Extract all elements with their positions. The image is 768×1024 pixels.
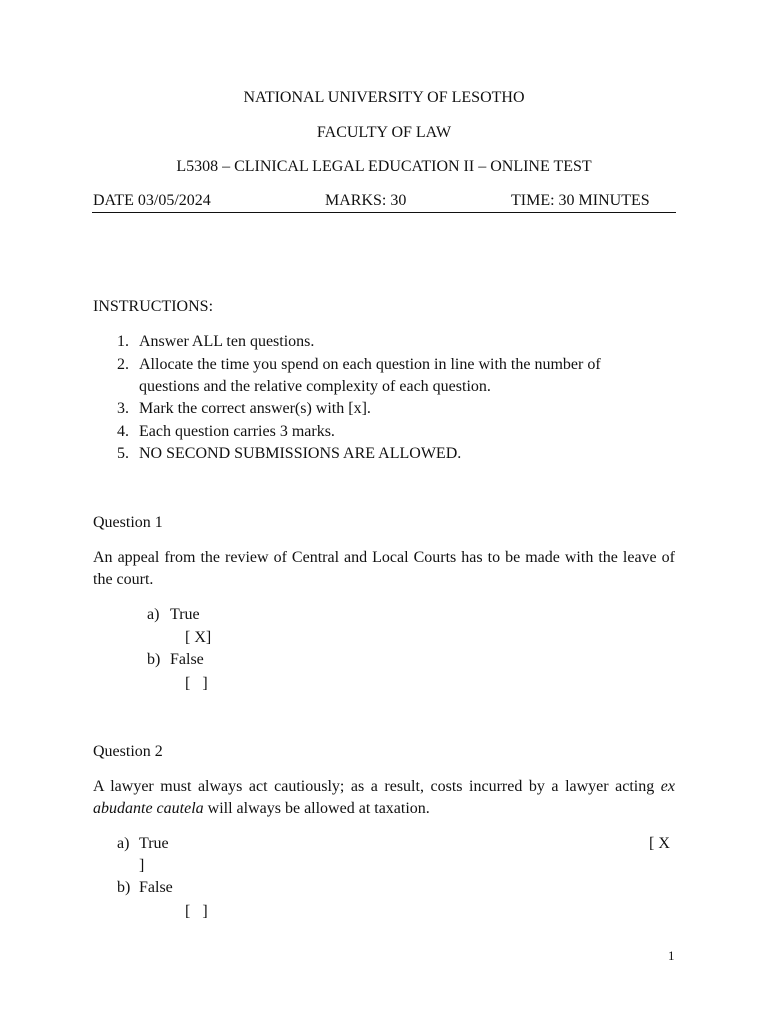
instruction-text: NO SECOND SUBMISSIONS ARE ALLOWED. — [139, 445, 462, 462]
instruction-text: Each question carries 3 marks. — [139, 423, 335, 440]
question-text-part: will always be allowed at taxation. — [203, 800, 430, 817]
exam-time: TIME: 30 MINUTES — [511, 192, 650, 209]
instruction-text: Mark the correct answer(s) with [x]. — [139, 400, 371, 417]
instruction-number: 3. — [117, 400, 129, 417]
instructions-heading: INSTRUCTIONS: — [93, 298, 214, 315]
answer-checkbox-marked[interactable]: [ X] — [185, 629, 212, 646]
option-label: False — [139, 879, 173, 896]
instruction-number: 2. — [117, 356, 129, 373]
instruction-number: 5. — [117, 445, 129, 462]
instruction-text: Allocate the time you spend on each question in line with the number of — [139, 356, 601, 373]
option-letter: b) — [147, 651, 161, 668]
answer-checkbox-bracket: ] — [139, 857, 145, 874]
option-letter: b) — [117, 879, 131, 896]
answer-checkbox[interactable]: [ ] — [185, 675, 208, 692]
question-title: Question 2 — [93, 743, 163, 760]
answer-checkbox-marked[interactable]: [ X — [649, 835, 670, 852]
question-text: An appeal from the review of Central and Local Courts has to be made with the leave of the court. — [93, 549, 675, 588]
page-number: 1 — [668, 948, 675, 963]
question-title: Question 1 — [93, 514, 163, 531]
exam-marks: MARKS: 30 — [325, 192, 407, 209]
course-title: L5308 – CLINICAL LEGAL EDUCATION II – ONLINE TEST — [176, 158, 592, 175]
instruction-text: Answer ALL ten questions. — [139, 333, 315, 350]
header-divider — [92, 212, 676, 213]
option-letter: a) — [117, 835, 130, 852]
latin-phrase: ex abudante cautela — [93, 778, 675, 817]
option-label: True — [170, 606, 200, 623]
question-text — [93, 776, 675, 820]
instruction-number: 1. — [117, 333, 129, 350]
faculty-name: FACULTY OF LAW — [316, 124, 452, 141]
option-letter: a) — [147, 606, 160, 623]
option-label: True — [139, 835, 169, 852]
question-text-part: A lawyer must always act cautiously; as a result, costs incurred by a lawyer acting — [93, 778, 661, 795]
answer-checkbox[interactable]: [ ] — [185, 903, 208, 920]
option-label: False — [170, 651, 204, 668]
instruction-number: 4. — [117, 423, 129, 440]
university-name: NATIONAL UNIVERSITY OF LESOTHO — [243, 89, 525, 106]
instruction-text-continued: questions and the relative complexity of each question. — [139, 378, 491, 395]
exam-date: DATE 03/05/2024 — [93, 192, 211, 209]
